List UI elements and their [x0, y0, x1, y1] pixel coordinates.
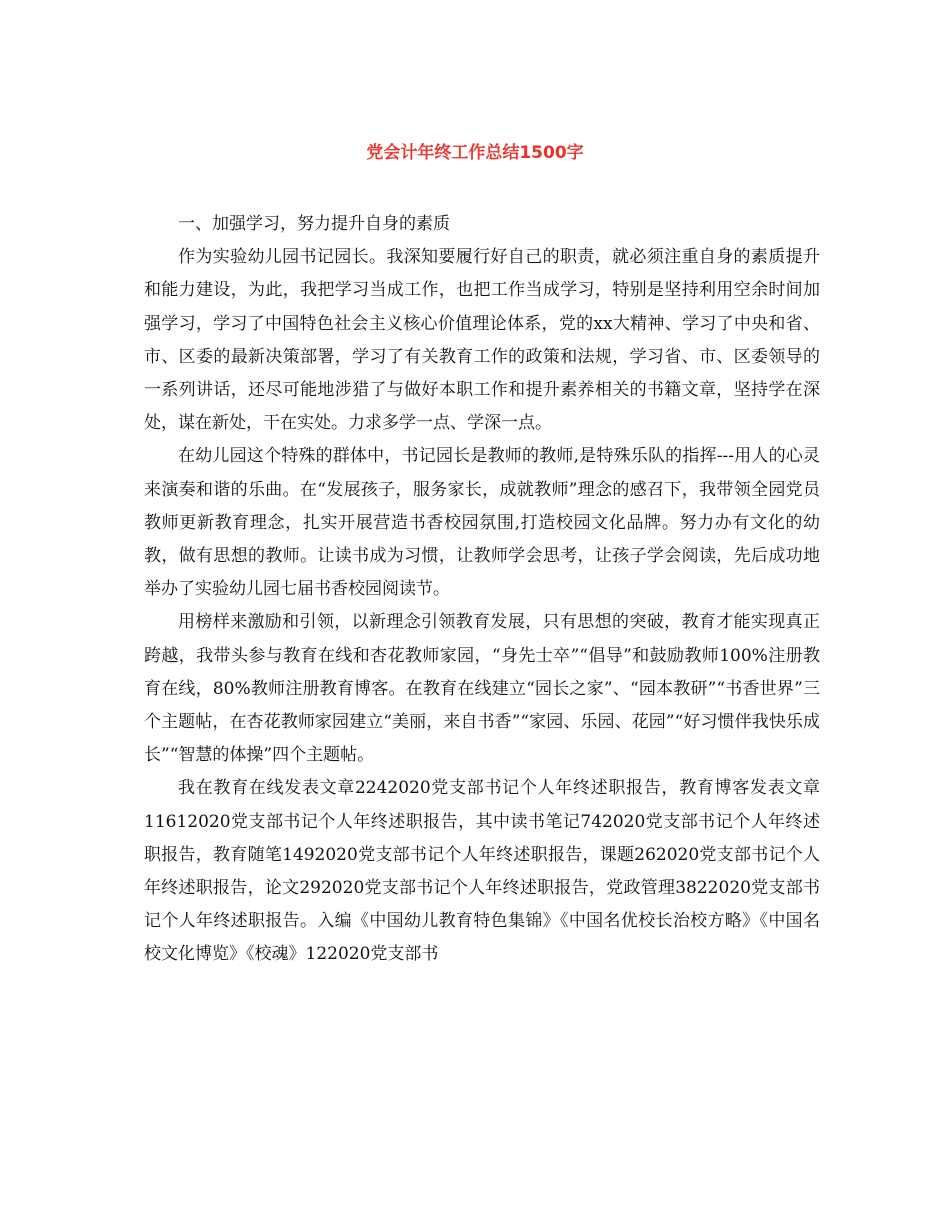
body-paragraph: 我在教育在线发表文章2242020党支部书记个人年终述职报告，教育博客发表文章11612020党支部书记个人年终述职报告，其中读书笔记742020党支部书记个人年终述职报告，教育随笔1492020党支部书记个人年终述职报告，课题262020党支部书记个人年终述职报告，论文292020党支部书记个人年终述职报告，党政管理3822020党支部书记个人年终述职报告。入编《中国幼儿教育特色集锦》《中国名优校长治校方略》《中国名校文化博览》《校魂》122020党支部书 — [144, 778, 820, 965]
body-paragraph: 作为实验幼儿园书记园长。我深知要履行好自己的职责，就必须注重自身的素质提升和能力建设，为此，我把学习当成工作，也把工作当成学习，特别是坚持利用空余时间加强学习，学习了中国特色社会主义核心价值理论体系，党的xx大精神、学习了中央和省、市、区委的最新决策部署，学习了有关教育工作的政策和法规，学习省、市、区委领导的一系列讲话，还尽可能地涉猎了与做好本职工作和提升素养相关的书籍文章，坚持学在深处，谋在新处，干在实处。力求多学一点、学深一点。 — [144, 247, 820, 434]
document-body — [144, 208, 820, 972]
section-heading: 一、加强学习，努力提升自身的素质 — [178, 214, 450, 234]
body-paragraph: 在幼儿园这个特殊的群体中，书记园长是教师的教师,是特殊乐队的指挥---用人的心灵来演奏和谐的乐曲。在“发展孩子，服务家长，成就教师”理念的感召下，我带领全园党员教师更新教育理念，扎实开展营造书香校园氛围,打造校园文化品牌。努力办有文化的幼教，做有思想的教师。让读书成为习惯，让教师学会思考，让孩子学会阅读，先后成功地举办了实验幼儿园七届书香校园阅读节。 — [144, 446, 820, 600]
document-title: 党会计年终工作总结1500字 — [366, 143, 584, 163]
body-paragraph: 用榜样来激励和引领，以新理念引领教育发展，只有思想的突破，教育才能实现真正跨越，我带头参与教育在线和杏花教师家园，“身先士卒”“倡导”和鼓励教师100%注册教育在线，80%教师注册教育博客。在教育在线建立“园长之家”、“园本教研”“书香世界”三个主题帖，在杏花教师家园建立“美丽，来自书香”“家园、乐园、花园”“好习惯伴我快乐成长”“智慧的体操”四个主题帖。 — [144, 612, 820, 766]
